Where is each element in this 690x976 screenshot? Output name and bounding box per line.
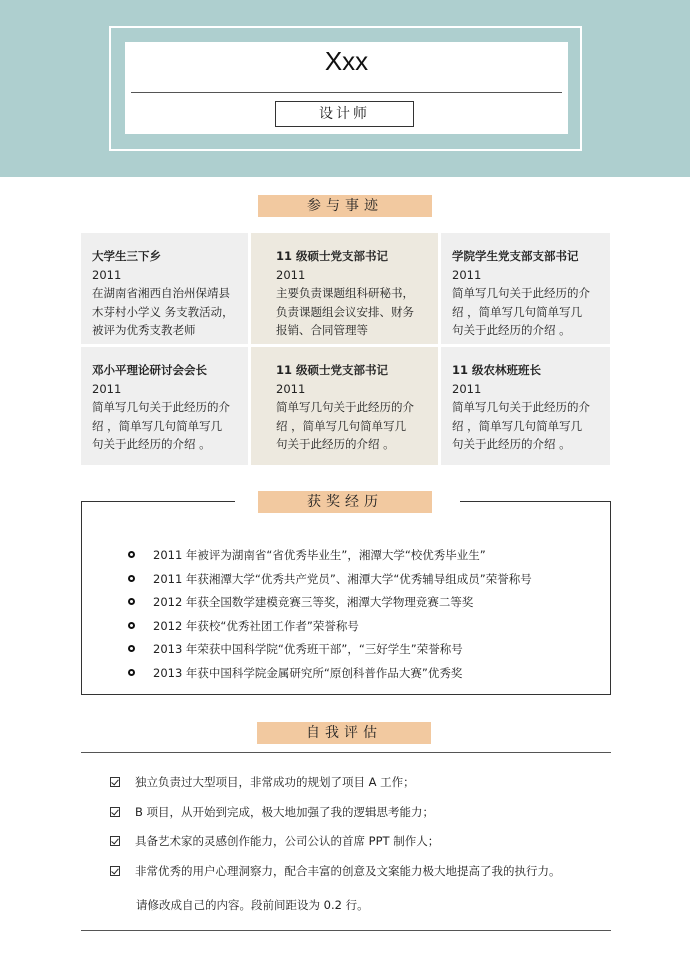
- section-title-self-evaluation: 自我评估: [257, 722, 431, 744]
- activity-year: 2011: [276, 381, 306, 396]
- evaluation-bottom-rule: [81, 930, 611, 931]
- activity-title: 11 级硕士党支部书记: [276, 363, 389, 377]
- evaluation-text: 非常优秀的用户心理洞察力，配合丰富的创意及文案能力极大地提高了我的执行力。: [135, 863, 561, 878]
- evaluation-text: 具备艺术家的灵感创作能力，公司公认的首席 PPT 制作人；: [135, 834, 440, 848]
- evaluation-item: [110, 772, 561, 802]
- activity-desc: 绍 ，简单写几句简单写几: [452, 418, 583, 433]
- activity-desc: 绍 ，简单写几句简单写几: [452, 304, 583, 319]
- section-title-activities: 参与事迹: [258, 195, 432, 217]
- activity-desc: 被评为优秀支教老师: [92, 323, 196, 337]
- activity-desc: 句关于此经历的介绍 。: [92, 437, 211, 451]
- activity-title: 邓小平理论研讨会会长: [92, 363, 207, 377]
- evaluation-item: [110, 861, 561, 891]
- evaluation-text: 独立负责过大型项目，非常成功的规划了项目 A 工作；: [135, 775, 415, 789]
- activity-card: [441, 347, 610, 465]
- bullet-icon: [128, 645, 135, 652]
- activity-card: [81, 233, 248, 344]
- activity-title: 11 级硕士党支部书记: [276, 249, 389, 263]
- bullet-icon: [128, 551, 135, 558]
- activity-year: 2011: [452, 381, 482, 396]
- activity-desc: 简单写几句关于此经历的介: [276, 400, 414, 414]
- activity-year: 2011: [92, 381, 122, 396]
- award-item: [128, 568, 532, 592]
- header-card: [125, 42, 568, 134]
- activity-card: [441, 233, 610, 344]
- activity-year: 2011: [92, 267, 122, 282]
- evaluation-text: B 项目，从开始到完成，极大地加强了我的逻辑思考能力；: [135, 804, 435, 819]
- resume-name: Xxx: [324, 46, 369, 76]
- bullet-icon: [128, 669, 135, 676]
- activity-year: 2011: [276, 267, 306, 282]
- award-text: 2012 年获全国数学建模竞赛三等奖，湘潭大学物理竞赛二等奖: [153, 595, 474, 609]
- activity-desc: 简单写几句关于此经历的介: [452, 286, 590, 300]
- activity-desc: 在湖南省湘西自治州保靖县: [92, 286, 230, 300]
- awards-top-border-right: [460, 501, 611, 502]
- activity-desc: 句关于此经历的介绍 。: [452, 323, 571, 337]
- activity-desc: 主要负责课题组科研秘书，: [276, 286, 414, 300]
- activity-card: [81, 347, 248, 465]
- award-item: [128, 662, 532, 686]
- activity-title: 11 级农林班班长: [452, 363, 542, 377]
- checkbox-checked-icon: [110, 777, 120, 787]
- evaluation-item: [110, 831, 561, 861]
- evaluation-list: [110, 772, 561, 890]
- bullet-icon: [128, 598, 135, 605]
- activity-desc: 报销、合同管理等: [276, 323, 368, 337]
- award-text: 2012 年获校“优秀社团工作者”荣誉称号: [153, 618, 359, 633]
- activity-year: 2011: [452, 267, 482, 282]
- award-item: [128, 544, 532, 568]
- activity-desc: 绍 ，简单写几句简单写几: [92, 418, 223, 433]
- job-title: 设计师: [275, 101, 414, 127]
- section-title-awards: 获奖经历: [258, 491, 432, 513]
- award-text: 2013 年荣获中国科学院“优秀班干部”，“三好学生”荣誉称号: [153, 642, 463, 656]
- bullet-icon: [128, 622, 135, 629]
- activity-desc: 简单写几句关于此经历的介: [92, 400, 230, 414]
- awards-list: [128, 544, 532, 685]
- awards-top-border-left: [81, 501, 235, 502]
- name-divider: [131, 92, 562, 93]
- bullet-icon: [128, 575, 135, 582]
- award-item: [128, 615, 532, 639]
- checkbox-checked-icon: [110, 866, 120, 876]
- activity-desc: 负责课题组会议安排、财务: [276, 304, 414, 319]
- evaluation-note: 请修改成自己的内容。段前间距设为 0.2 行。: [136, 898, 369, 912]
- checkbox-checked-icon: [110, 836, 120, 846]
- award-text: 2011 年获湘潭大学“优秀共产党员”、湘潭大学“优秀辅导组成员”荣誉称号: [153, 571, 532, 586]
- checkbox-checked-icon: [110, 807, 120, 817]
- activity-desc: 句关于此经历的介绍 。: [452, 437, 571, 451]
- award-text: 2011 年被评为湖南省“省优秀毕业生”，湘潭大学“校优秀毕业生”: [153, 548, 486, 562]
- evaluation-top-rule: [81, 752, 611, 753]
- activity-desc: 句关于此经历的介绍 。: [276, 437, 395, 451]
- activity-card: [251, 347, 438, 465]
- activity-desc: 木芽村小学义 务支教活动，: [92, 304, 234, 319]
- award-item: [128, 591, 532, 615]
- activity-desc: 简单写几句关于此经历的介: [452, 400, 590, 414]
- award-item: [128, 638, 532, 662]
- activity-title: 大学生三下乡: [92, 249, 161, 263]
- activity-card: [251, 233, 438, 344]
- evaluation-item: [110, 802, 561, 832]
- activity-desc: 绍 ，简单写几句简单写几: [276, 418, 407, 433]
- activity-title: 学院学生党支部支部书记: [452, 249, 579, 263]
- award-text: 2013 年获中国科学院金属研究所“原创科普作品大赛”优秀奖: [153, 665, 463, 680]
